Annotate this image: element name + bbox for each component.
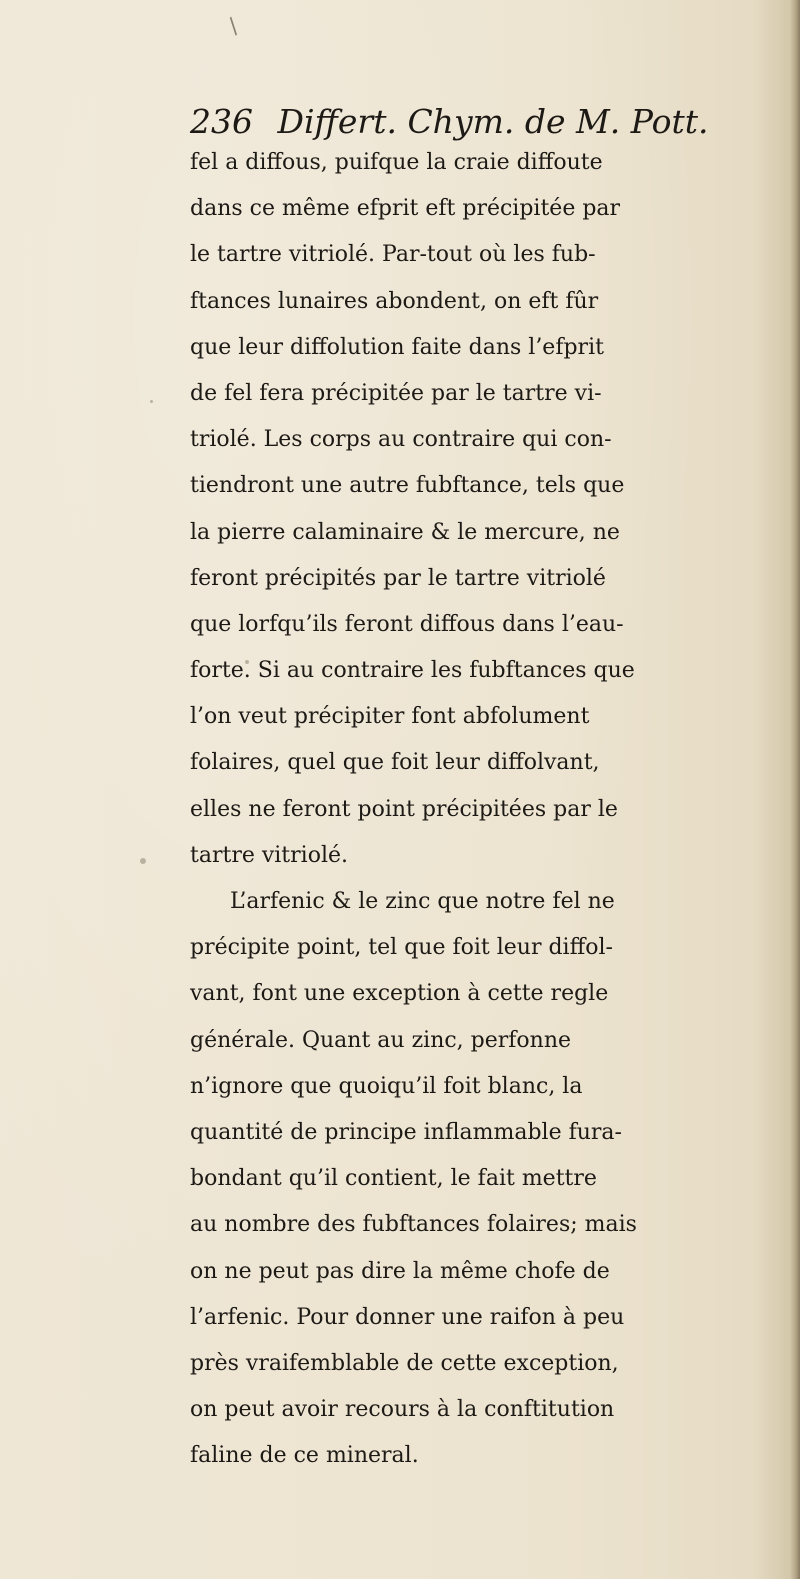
text-line: dans ce même efprit eft précipitée par	[190, 196, 621, 222]
paper-speck	[245, 660, 249, 664]
text-line: quantité de principe inflammable fura-	[190, 1119, 622, 1145]
text-line: n’ignore que quoiqu’il foit blanc, la	[190, 1073, 583, 1099]
running-header	[190, 98, 770, 146]
text-line: générale. Quant au zinc, perfonne	[190, 1027, 572, 1053]
pencil-mark: /	[223, 14, 244, 39]
text-line: elles ne feront point précipitées par le	[190, 796, 618, 822]
text-line: près vraifemblable de cette exception,	[190, 1350, 619, 1376]
text-line: fel a diffous, puifque la craie diffoute	[190, 150, 603, 175]
text-line: vant, font une exception à cette regle	[190, 981, 609, 1007]
text-line: faline de ce mineral.	[190, 1443, 419, 1469]
text-line: l’arfenic. Pour donner une raifon à peu	[190, 1304, 625, 1330]
text-line: l’on veut précipiter font abfolument	[190, 704, 590, 730]
paper-speck	[140, 858, 146, 864]
text-line: précipite point, tel que foit leur diffol-	[190, 935, 613, 961]
text-line: folaires, quel que foit leur diffolvant,	[190, 750, 600, 776]
text-line: tartre vitriolé.	[190, 842, 348, 868]
text-line: ftances lunaires abondent, on eft fûr	[190, 288, 599, 314]
text-line: L’arfenic & le zinc que notre fel ne	[230, 889, 615, 914]
text-line: que leur diffolution faite dans l’efprit	[190, 334, 604, 360]
page-number: 236	[190, 102, 253, 141]
text-line: on ne peut pas dire la même chofe de	[190, 1258, 610, 1284]
text-line: bondant qu’il contient, le fait mettre	[190, 1166, 597, 1192]
text-line: la pierre calaminaire & le mercure, ne	[190, 519, 620, 545]
text-line: triolé. Les corps au contraire qui con-	[190, 427, 612, 453]
text-line: que lorfqu’ils feront diffous dans l’eau-	[190, 611, 624, 637]
text-line: tiendront une autre fubftance, tels que	[190, 473, 625, 499]
running-title: Differt. Chym. de M. Pott.	[277, 102, 709, 141]
text-line: le tartre vitriolé. Par-tout où les fub-	[190, 242, 596, 268]
page-edge-shadow	[790, 0, 800, 1579]
body-text	[190, 140, 780, 1479]
text-line: au nombre des fubftances folaires; mais	[190, 1212, 637, 1238]
text-line: on peut avoir recours à la conftitution	[190, 1397, 615, 1423]
paper-speck	[150, 400, 153, 403]
text-line: de fel fera précipitée par le tartre vi-	[190, 380, 602, 406]
text-line: feront précipités par le tartre vitriolé	[190, 565, 606, 591]
text-line: forte. Si au contraire les fubftances que	[190, 658, 635, 684]
